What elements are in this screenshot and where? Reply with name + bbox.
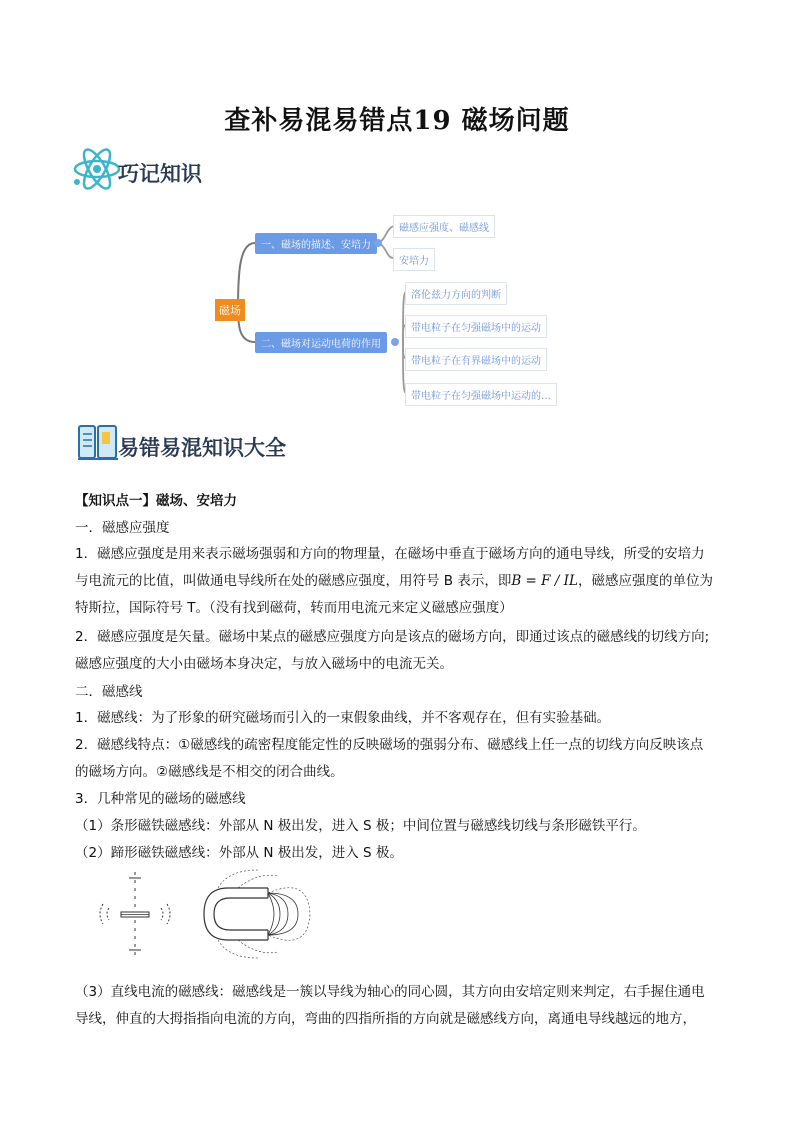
knowledge-point-title: 【知识点一】磁场、安培力 bbox=[75, 493, 237, 509]
paragraph-line: 3．几种常见的磁场的磁感线 bbox=[75, 791, 246, 807]
paragraph-line: 2．磁感线特点：①磁感线的疏密程度能定性的反映磁场的强弱分布、磁感线上任一点的切线方向反映该点 bbox=[75, 737, 704, 753]
paragraph-line: 1．磁感线：为了形象的研究磁场而引入的一束假象曲线，并不客观存在，但有实验基础。 bbox=[75, 710, 611, 726]
paragraph-line: 特斯拉，国际符号 T。（没有找到磁荷，转而用电流元来定义磁感应强度） bbox=[75, 600, 513, 616]
mindmap-leaf: 磁感应强度、磁感线 bbox=[393, 215, 495, 238]
paragraph-text: ，磁感应强度的单位为 bbox=[577, 573, 713, 589]
paragraph-line bbox=[75, 573, 713, 589]
section-heading-memorize: 巧记知识 bbox=[118, 161, 202, 186]
paragraph-line: （1）条形磁铁磁感线：外部从 N 极出发，进入 S 极；中间位置与磁感线切线与条形磁铁平行。 bbox=[75, 818, 646, 834]
horseshoe-magnet-field-figure bbox=[198, 866, 318, 962]
mindmap-branch-2: 二、磁场对运动电荷的作用 bbox=[255, 332, 387, 353]
branch-dot bbox=[374, 239, 382, 247]
paragraph-line: 磁感应强度的大小由磁场本身决定，与放入磁场中的电流无关。 bbox=[75, 656, 453, 672]
mindmap-leaf: 洛伦兹力方向的判断 bbox=[405, 282, 507, 305]
paragraph-text: 与电流元的比值，叫做通电导线所在处的磁感应强度，用符号 B 表示，即 bbox=[75, 573, 512, 589]
mindmap-leaf: 带电粒子在匀强磁场中运动的… bbox=[405, 383, 557, 406]
book-icon bbox=[76, 422, 120, 462]
paragraph-line: 2．磁感应强度是矢量。磁场中某点的磁感应强度方向是该点的磁场方向，即通过该点的磁感线的切线方向; bbox=[75, 629, 710, 645]
mindmap-leaf: 安培力 bbox=[393, 248, 435, 271]
formula: B = F / IL bbox=[511, 573, 578, 589]
mindmap-branch-1: 一、磁场的描述、安培力 bbox=[255, 233, 377, 254]
mind-map bbox=[200, 210, 580, 410]
branch-dot bbox=[391, 338, 399, 346]
paragraph-line: 导线，伸直的大拇指指向电流的方向，弯曲的四指所指的方向就是磁感线方向，离通电导线越远的地方， bbox=[75, 1011, 696, 1027]
paragraph-line: （2）蹄形磁铁磁感线：外部从 N 极出发，进入 S 极。 bbox=[75, 845, 403, 861]
paragraph-line: 1．磁感应强度是用来表示磁场强弱和方向的物理量，在磁场中垂直于磁场方向的通电导线，所受的安培力 bbox=[75, 546, 705, 562]
bar-magnet-field-figure bbox=[95, 868, 175, 960]
paragraph-line: （3）直线电流的磁感线：磁感线是一簇以导线为轴心的同心圆，其方向由安培定则来判定，右手握住通电 bbox=[75, 984, 705, 1000]
heading-2: 二．磁感线 bbox=[75, 684, 143, 700]
mindmap-root: 磁场 bbox=[215, 299, 245, 321]
page-title: 查补易混易错点19 磁场问题 bbox=[224, 106, 570, 136]
mindmap-leaf: 带电粒子在匀强磁场中的运动 bbox=[405, 315, 547, 338]
paragraph-line: 的磁场方向。②磁感线是不相交的闭合曲线。 bbox=[75, 764, 344, 780]
atom-icon bbox=[72, 146, 122, 192]
mindmap-leaf: 带电粒子在有界磁场中的运动 bbox=[405, 348, 547, 371]
section-heading-mistakes: 易错易混知识大全 bbox=[118, 435, 286, 460]
heading-1: 一．磁感应强度 bbox=[75, 520, 170, 536]
